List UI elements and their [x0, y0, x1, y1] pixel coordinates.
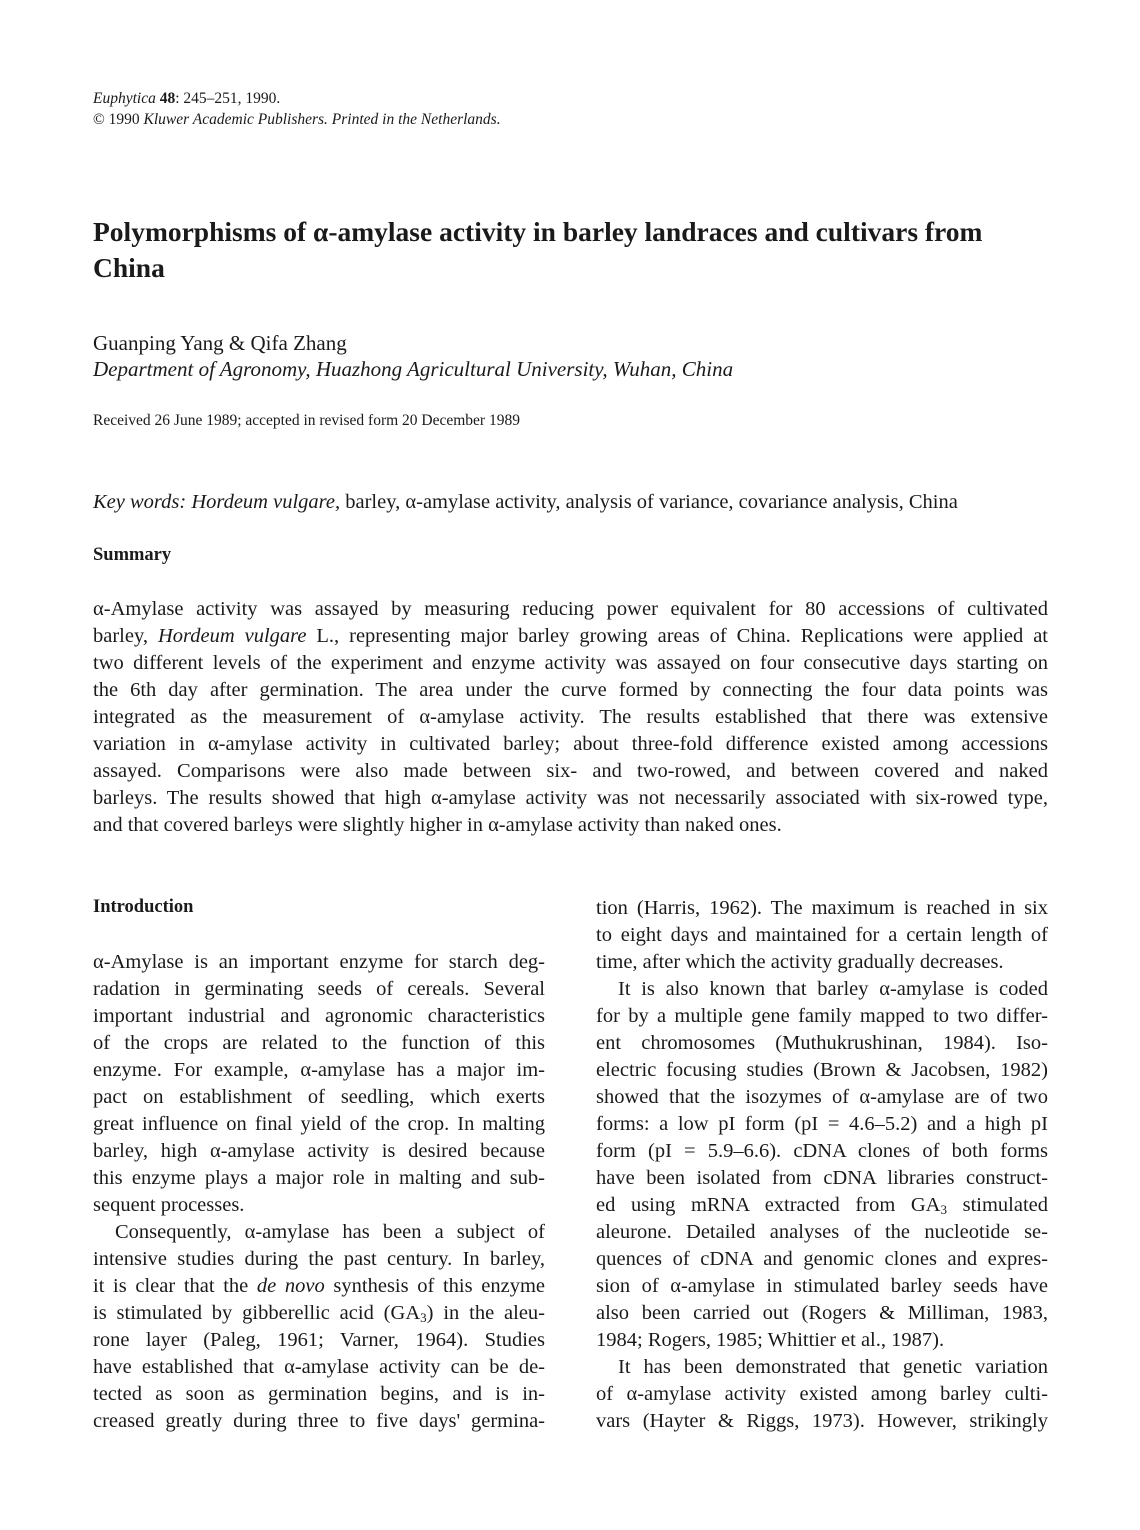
journal-copyright-line: © 1990 Kluwer Academic Publishers. Printed in the Netherlands.	[93, 111, 501, 128]
paper-title	[93, 214, 1083, 286]
body-line: sion of α-amylase in stimulated barley seeds have	[596, 1275, 1048, 1297]
summary-line: the 6th day after germination. The area under the curve formed by connecting the four data points was	[93, 679, 1048, 701]
body-line: sequent processes.	[93, 1194, 245, 1216]
body-line: quences of cDNA and genomic clones and expres-	[596, 1248, 1048, 1270]
body-line: form (pI = 5.9–6.6). cDNA clones of both forms	[596, 1140, 1048, 1162]
body-line: Consequently, α-amylase has been a subject of	[115, 1221, 545, 1243]
body-line: it is clear that the de novo synthesis of this enzyme	[93, 1275, 545, 1297]
body-line: to eight days and maintained for a certain length of	[596, 924, 1048, 946]
body-line: electric focusing studies (Brown & Jacobsen, 1982)	[596, 1059, 1048, 1081]
affiliation: Department of Agronomy, Huazhong Agricultural University, Wuhan, China	[93, 357, 734, 381]
body-line: α-Amylase is an important enzyme for starch deg-	[93, 951, 545, 973]
body-line: rone layer (Paleg, 1961; Varner, 1964). Studies	[93, 1329, 545, 1351]
summary-line: variation in α-amylase activity in cultivated barley; about three-fold difference existed among accessions	[93, 733, 1048, 755]
received-date: Received 26 June 1989; accepted in revised form 20 December 1989	[93, 412, 520, 429]
journal-volume-line: Euphytica 48: 245–251, 1990.	[93, 90, 281, 107]
body-line: ed using mRNA extracted from $GA_3$ stimulated	[596, 1194, 1048, 1217]
body-line: 1984; Rogers, 1985; Whittier et al., 1987).	[596, 1329, 945, 1351]
body-line: important industrial and agronomic characteristics	[93, 1005, 545, 1027]
body-line: have been isolated from cDNA libraries construct-	[596, 1167, 1048, 1189]
body-line: intensive studies during the past century. In barley,	[93, 1248, 545, 1270]
body-line: great influence on final yield of the crop. In malting	[93, 1113, 545, 1135]
body-line: tected as soon as germination begins, and is in-	[93, 1383, 545, 1405]
body-line: creased greatly during three to five days' germina-	[93, 1410, 545, 1432]
body-line: vars (Hayter & Riggs, 1973). However, strikingly	[596, 1410, 1048, 1432]
body-line: barley, high α-amylase activity is desired because	[93, 1140, 545, 1162]
body-line: of the crops are related to the function of this	[93, 1032, 545, 1054]
body-line: pact on establishment of seedling, which exerts	[93, 1086, 545, 1108]
body-line: also been carried out (Rogers & Milliman, 1983,	[596, 1302, 1048, 1324]
body-line: showed that the isozymes of α-amylase are of two	[596, 1086, 1048, 1108]
body-line: this enzyme plays a major role in malting and sub-	[93, 1167, 545, 1189]
summary-heading: Summary	[93, 545, 172, 565]
summary-line: α-Amylase activity was assayed by measuring reducing power equivalent for 80 accessions of cultivated	[93, 598, 1048, 620]
summary-line: two different levels of the experiment and enzyme activity was assayed on four consecutive days starting on	[93, 652, 1048, 674]
summary-line: barleys. The results showed that high α-amylase activity was not necessarily associated with six-rowed type,	[93, 787, 1048, 809]
body-line: tion (Harris, 1962). The maximum is reached in six	[596, 897, 1048, 919]
summary-line: barley, Hordeum vulgare L., representing major barley growing areas of China. Replications were applied at	[93, 625, 1048, 647]
title-line-1: Polymorphisms of α-amylase activity in barley landraces and cultivars from	[93, 216, 983, 247]
body-line: of α-amylase activity existed among barley culti-	[596, 1383, 1048, 1405]
body-line: is stimulated by gibberellic acid $(GA_3)$ in the aleu-	[93, 1302, 545, 1325]
body-line: time, after which the activity gradually decreases.	[596, 951, 1004, 973]
introduction-left-column	[93, 949, 545, 1435]
authors: Guanping Yang & Qifa Zhang	[93, 331, 347, 355]
body-line: ent chromosomes (Muthukrushinan, 1984). Iso-	[596, 1032, 1048, 1054]
summary-body	[93, 596, 1048, 839]
body-line: aleurone. Detailed analyses of the nucleotide se-	[596, 1221, 1048, 1243]
body-line: forms: a low pI form (pI = 4.6–5.2) and a high pI	[596, 1113, 1048, 1135]
introduction-heading: Introduction	[93, 897, 194, 917]
body-line: It is also known that barley α-amylase is coded	[618, 978, 1048, 1000]
body-line: have established that α-amylase activity can be de-	[93, 1356, 545, 1378]
introduction-right-column	[596, 895, 1048, 1435]
body-line: radation in germinating seeds of cereals. Several	[93, 978, 545, 1000]
body-line: enzyme. For example, α-amylase has a major im-	[93, 1059, 545, 1081]
summary-line: and that covered barleys were slightly higher in α-amylase activity than naked ones.	[93, 814, 782, 836]
journal-citation	[93, 88, 501, 130]
keywords: Key words: Hordeum vulgare, barley, α-amylase activity, analysis of variance, covariance analysis, China	[93, 491, 958, 513]
title-line-2: China	[93, 252, 165, 283]
summary-line: integrated as the measurement of α-amylase activity. The results established that there was extensive	[93, 706, 1048, 728]
body-line: It has been demonstrated that genetic variation	[618, 1356, 1048, 1378]
body-line: for by a multiple gene family mapped to two differ-	[596, 1005, 1048, 1027]
summary-line: assayed. Comparisons were also made between six- and two-rowed, and between covered and naked	[93, 760, 1048, 782]
